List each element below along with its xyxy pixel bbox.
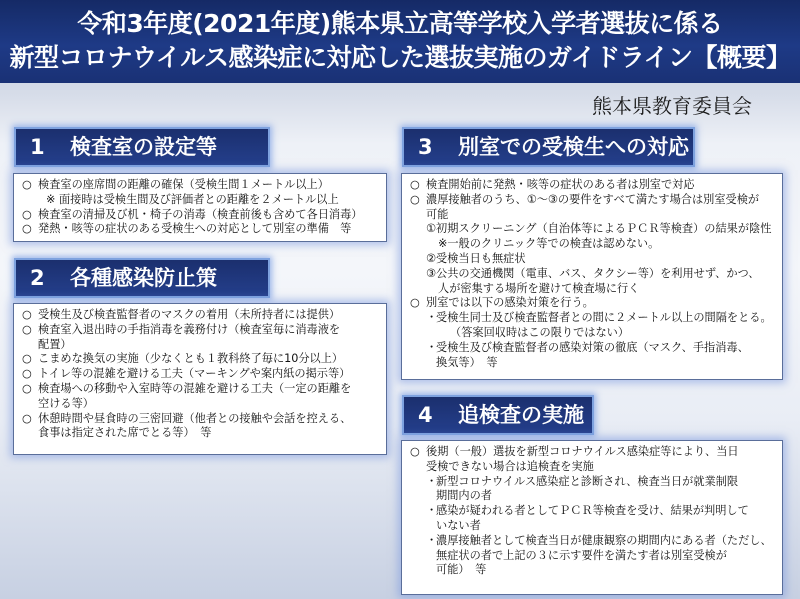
circle-bullet-icon: ○ (22, 352, 32, 366)
title-banner (0, 0, 800, 83)
circle-bullet-icon: ○ (22, 178, 32, 191)
sub-bullet-continuation: 期間内の者 (436, 489, 492, 503)
list-item: ○ 別室では以下の感染対策を行う。 (410, 296, 594, 310)
list-item-continuation: 配置） (38, 337, 72, 351)
list-item: ○ 休憩時間や昼食時の三密回避（他者との接触や会話を控える、 (22, 411, 352, 425)
list-item-note: ※ 面接時は受検生間及び評価者との距離を２メートル以上 (46, 192, 339, 206)
section-4-header (402, 395, 594, 435)
sub-bullet: ・ 受検生及び検査監督者の感染対策の徹底（マスク、手指消毒、 (426, 340, 749, 354)
list-item: ○ こまめな換気の実施（少なくとも１教科終了毎に10分以上） (22, 352, 344, 366)
list-item-continuation: 受検できない場合は追検査を実施 (426, 459, 594, 473)
note-mark-icon: ※ (46, 192, 56, 206)
circle-bullet-icon: ○ (22, 207, 32, 221)
dot-bullet-icon: ・ (426, 340, 438, 354)
list-item-continuation: 可能 (426, 207, 449, 221)
circle-bullet-icon: ○ (22, 222, 32, 236)
sub-bullet-continuation: 可能） 等 (436, 563, 487, 577)
list-item: ○ 発熱・咳等の症状のある受検生への対応として別室の準備 等 (22, 222, 352, 236)
list-item: ○ 検査室入退出時の手指消毒を義務付け（検査室毎に消毒液を (22, 322, 341, 336)
sub-bullet-note: （答案回収時はこの限りではない） (450, 325, 630, 339)
section-3-header (402, 127, 695, 167)
dot-bullet-icon: ・ (426, 474, 438, 488)
section-4-number: 4 (418, 403, 433, 427)
section-4-box (401, 440, 783, 595)
sub-bullet: ・ 受検生同士及び検査監督者との間に２メートル以上の間隔をとる。 (426, 311, 772, 325)
section-1-header (14, 127, 270, 167)
circle-bullet-icon: ○ (22, 381, 32, 395)
list-item: ○ 後期（一般）選抜を新型コロナウイルス感染症等により、当日 (410, 445, 739, 458)
list-item: ○ 検査場への移動や入室時等の混雑を避ける工夫（一定の距離を (22, 381, 352, 395)
requirement-3-continuation: 人が密集する場所を避けて検査場に行く (438, 281, 640, 295)
list-item: ○ トイレ等の混雑を避ける工夫（マーキングや案内紙の掲示等） (22, 367, 351, 381)
section-1-box (13, 173, 387, 242)
dot-bullet-icon: ・ (426, 504, 438, 518)
circle-bullet-icon: ○ (22, 411, 32, 425)
section-3-box (401, 173, 783, 380)
circle-bullet-icon: ○ (22, 367, 32, 381)
section-4-title: 追検査の実施 (458, 403, 584, 427)
sub-bullet-continuation: 換気等） 等 (436, 355, 498, 369)
requirement-1: ①初期スクリーニング（自治体等によるＰＣＲ等検査）の結果が陰性 (426, 222, 772, 236)
sub-bullet: ・ 新型コロナウイルス感染症と診断され、検査当日が就業制限 (426, 474, 739, 488)
list-item-continuation: 空ける等） (38, 396, 94, 410)
list-item: ○ 濃厚接触者のうち、①～③の要件をすべて満たす場合は別室受検が (410, 192, 760, 206)
title-line-1: 令和3年度(2021年度)熊本県立高等学校入学者選抜に係る (77, 9, 723, 38)
title-line-2: 新型コロナウイルス感染症に対応した選抜実施のガイドライン【概要】 (9, 43, 791, 72)
sub-bullet: ・ 感染が疑われる者としてＰＣＲ等検査を受け、結果が判明して (426, 504, 749, 518)
section-3-title: 別室での受検生への対応 (458, 135, 689, 159)
sub-bullet-continuation: 無症状の者で上記の３に示す要件を満たす者は別室受検が (436, 548, 727, 562)
section-2-number: 2 (30, 266, 45, 290)
dot-bullet-icon: ・ (426, 533, 438, 547)
list-item-continuation: 食事は指定された席でとる等） 等 (38, 426, 212, 440)
section-2-box (13, 303, 387, 455)
requirement-2: ②受検当日も無症状 (426, 251, 526, 265)
section-3-number: 3 (418, 135, 433, 159)
circle-bullet-icon: ○ (410, 192, 420, 206)
list-item: ○ 検査室の座席間の距離の確保（受検生間１メートル以上） (22, 178, 329, 191)
requirement-3: ③公共の交通機関（電車、バス、タクシー等）を利用せず、かつ、 (426, 266, 760, 280)
circle-bullet-icon: ○ (22, 322, 32, 336)
list-item: ○ 検査室の清掃及び机・椅子の消毒（検査前後も含めて各日消毒） (22, 207, 363, 221)
circle-bullet-icon: ○ (410, 445, 420, 458)
circle-bullet-icon: ○ (410, 178, 420, 191)
section-2-title: 各種感染防止策 (70, 266, 217, 290)
dot-bullet-icon: ・ (426, 311, 438, 325)
organization-name: 熊本県教育委員会 (592, 94, 752, 118)
list-item: ○ 受検生及び検査監督者のマスクの着用（未所持者には提供） (22, 308, 341, 321)
section-1-title: 検査室の設定等 (70, 135, 217, 159)
sub-bullet: ・ 濃厚接触者として検査当日が健康観察の期間内にある者（ただし、 (426, 533, 772, 547)
section-1-number: 1 (30, 135, 45, 159)
sub-bullet-continuation: いない者 (436, 518, 481, 532)
list-item: ○ 検査開始前に発熱・咳等の症状のある者は別室で対応 (410, 178, 695, 191)
circle-bullet-icon: ○ (410, 296, 420, 310)
requirement-1-note: ※一般のクリニック等での検査は認めない。 (438, 237, 660, 251)
circle-bullet-icon: ○ (22, 308, 32, 321)
section-2-header (14, 258, 270, 298)
